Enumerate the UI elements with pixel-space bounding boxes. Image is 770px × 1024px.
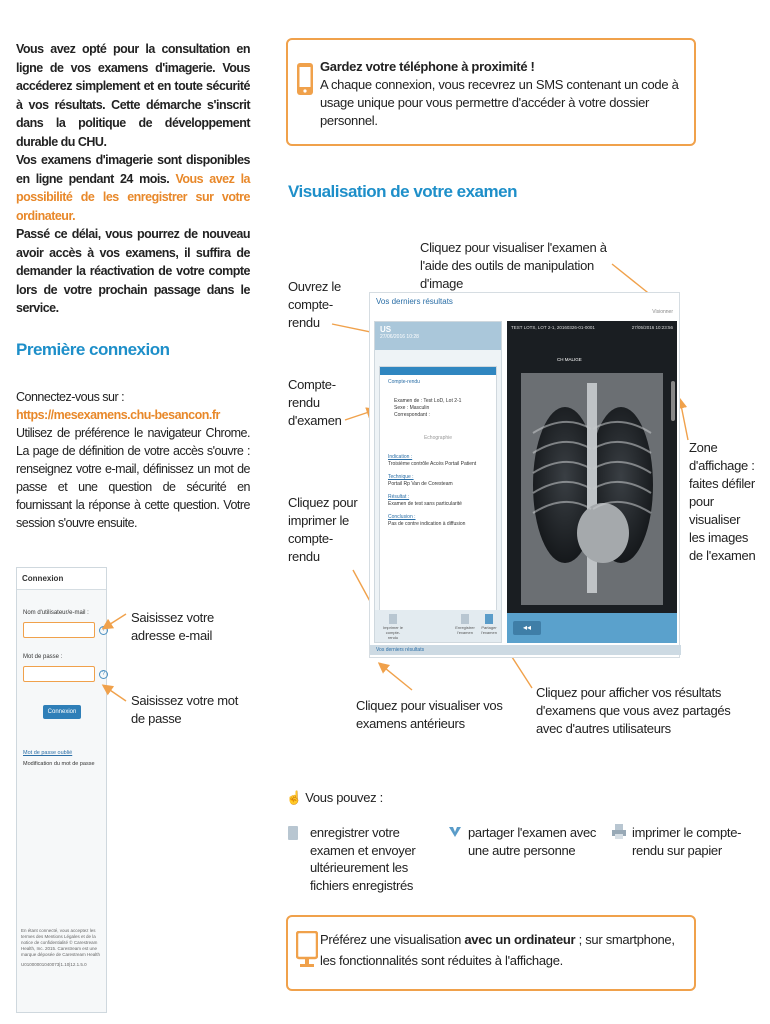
intro-p2-highlight: Vous avez la possibilité de les enregistrer sur votre ordinateur.	[16, 171, 251, 223]
save-icon	[461, 614, 469, 624]
login-header: Connexion	[17, 568, 106, 590]
image-controls-bar	[507, 613, 677, 643]
save-feature-text: enregistrer votre examen et envoyer ultérieurement les fichiers enregistrés	[310, 825, 416, 893]
share-exam-label: Partager l'examen	[481, 625, 497, 635]
previous-results-bar[interactable]: Vos derniers résultats	[370, 645, 681, 655]
print-icon	[612, 824, 626, 840]
print-feature-text: imprimer le compte-rendu sur papier	[632, 825, 742, 858]
conclusion-label: Conclusion :	[388, 514, 416, 520]
display-zone-annotation: Zone d'affichage : faites défiler pour visualiser les images de l'examen	[689, 440, 756, 563]
image-series-label: CH MALIGE	[557, 357, 582, 362]
share-exam-button[interactable]	[479, 614, 499, 635]
share-icon	[485, 614, 493, 624]
pointer-hand-icon: ☝	[286, 790, 302, 805]
shared-annotation: Cliquez pour afficher vos résultats d'examens que vous avez partagés avec d'autres utilisateurs	[536, 685, 731, 736]
phone-notice-box	[286, 38, 696, 146]
results-list-pane	[374, 321, 502, 643]
email-arrow	[104, 614, 126, 628]
phone-notice-title: Gardez votre téléphone à proximité !	[320, 59, 535, 74]
report-sex: Sexe : Masculin	[394, 405, 430, 411]
save-icon	[288, 826, 298, 840]
report-section: Echographie	[423, 435, 453, 441]
login-button[interactable]: Connexion	[43, 705, 81, 719]
exam-date: 27/06/2016 10:28	[380, 334, 419, 340]
password-label: Mot de passe :	[23, 654, 63, 660]
image-meta-left: TEST LOTS, LOT 2-1, 20160326-01-0001	[511, 325, 595, 330]
report-title[interactable]: Compte-rendu	[388, 379, 420, 385]
report-correspondant: Correspondant :	[394, 412, 430, 418]
computer-notice-text	[320, 929, 680, 971]
image-meta-right: 27/05/2016 10:23:56	[631, 325, 673, 330]
play-controls-icon[interactable]: ◂◂	[513, 621, 541, 635]
username-label: Nom d'utilisateur/e-mail :	[23, 610, 89, 616]
password-annotation: Saisissez votre mot de passe	[131, 693, 239, 726]
help-icon[interactable]: ?	[99, 670, 108, 679]
display-zone-arrow	[680, 400, 688, 440]
print-report-button[interactable]	[381, 614, 405, 640]
viewer-screenshot	[369, 292, 680, 658]
email-annotation: Saisissez votre adresse e-mail	[131, 610, 214, 643]
previous-arrow	[380, 664, 412, 690]
intro-p2-text: Vos examens d'imagerie sont disponibles en ligne pendant 24 mois.	[16, 153, 250, 186]
monitor-icon	[296, 931, 318, 969]
share-feature-text: partager l'examen avec une autre personne	[468, 825, 597, 858]
viewer-title: Vos derniers résultats	[376, 297, 453, 306]
indication-text: Troisième contrôle Accès Portail Patient	[388, 461, 477, 467]
result-label: Résultat :	[388, 494, 410, 500]
share-icon	[448, 826, 462, 838]
features-title-text: Vous pouvez :	[305, 790, 383, 805]
login-version: U01000001040073|1.10|12.1.5.0	[21, 962, 87, 967]
phone-icon	[296, 62, 314, 96]
phone-notice-body: A chaque connexion, vous recevrez un SMS contenant un code à usage unique pour vous permettre d'accéder à votre dossier personnel.	[320, 77, 679, 128]
features-title	[286, 790, 383, 806]
previous-annotation: Cliquez pour visualiser vos examens antérieurs	[356, 698, 503, 731]
view-tools-annotation: Cliquez pour visualiser l'examen à l'aide des outils de manipulation d'image	[420, 240, 607, 291]
phone-notice-text	[320, 58, 690, 130]
report-exam: Examen de : Test LoD, Lot 2-1	[394, 398, 462, 404]
technique-text: Portail Rp Van de Coresteam	[388, 481, 453, 487]
instructions-text: Utilisez de préférence le navigateur Chrome. La page de définition de votre accès s'ouvre : renseignez votre e-mail, définissez un mot de passe et une question de sécurité en fournissant la réponse à cette question. Votre session s'ouvre ensuite.	[16, 426, 250, 530]
indication-label: Indication :	[388, 454, 413, 460]
report-annotation: Compte-rendu d'examen	[288, 377, 342, 428]
report-header-bar	[380, 367, 496, 375]
help-icon[interactable]: ?	[99, 626, 108, 635]
pc-text-end: ; sur smartphone, les fonctionnalités sont réduites à l'affichage.	[320, 932, 675, 968]
report-toolbar	[375, 610, 501, 642]
computer-notice-box	[286, 915, 696, 991]
image-scrollbar[interactable]	[671, 381, 675, 421]
first-connection-title: Première connexion	[16, 340, 170, 359]
change-password-link[interactable]: Modification du mot de passe	[23, 761, 95, 767]
forgot-password-link[interactable]: Mot de passe oublié	[23, 750, 73, 756]
intro-paragraph-1: Vous avez opté pour la consultation en ligne de vos examens d'imagerie. Vous accéderez simplement et en toute sécurité à vos résultats. Cette démarche s'inscrit dans la politique de développement durable du CHU.	[16, 42, 250, 149]
viewer-section-title: Visualisation de votre examen	[288, 182, 517, 201]
exam-modality: US	[380, 325, 392, 334]
save-exam-label: Enregistrer l'examen	[455, 625, 475, 635]
image-display-zone[interactable]	[507, 321, 677, 643]
result-text: Examen de test sans particularité	[388, 501, 462, 507]
technique-label: Technique :	[388, 474, 414, 480]
open-report-annotation: Ouvrez le compte-rendu	[288, 279, 341, 330]
login-footer-text: En étant connecté, vous acceptez les termes des Mentions Légales et de la notice de confidentialité © Carestream Health, Inc. 2015. Carestream est une marque déposée de Carestream Health	[21, 928, 101, 957]
print-icon	[389, 614, 397, 624]
exam-list-header[interactable]	[375, 322, 501, 350]
pc-text-start: Préférez une visualisation	[320, 932, 465, 947]
connect-label: Connectez-vous sur :	[16, 390, 125, 404]
intro-paragraph-3: Passé ce délai, vous pourrez de nouveau avoir accès à vos examens, il suffira de demander la réactivation de votre compte lors de votre prochain passage dans le service.	[16, 227, 250, 315]
viewer-open-link[interactable]: Visionner	[652, 309, 673, 315]
print-annotation: Cliquez pour imprimer le compte-rendu	[288, 495, 358, 564]
conclusion-text: Pas de contre indication à diffusion	[388, 521, 466, 527]
report-panel	[379, 366, 497, 628]
print-report-label: Imprimer le compte-rendu	[382, 625, 403, 640]
save-exam-button[interactable]	[455, 614, 475, 635]
site-url-link[interactable]: https://mesexamens.chu-besancon.fr	[16, 408, 220, 422]
password-arrow	[104, 686, 126, 701]
pc-text-bold: avec un ordinateur	[464, 932, 576, 947]
chest-xray-image	[521, 373, 663, 605]
